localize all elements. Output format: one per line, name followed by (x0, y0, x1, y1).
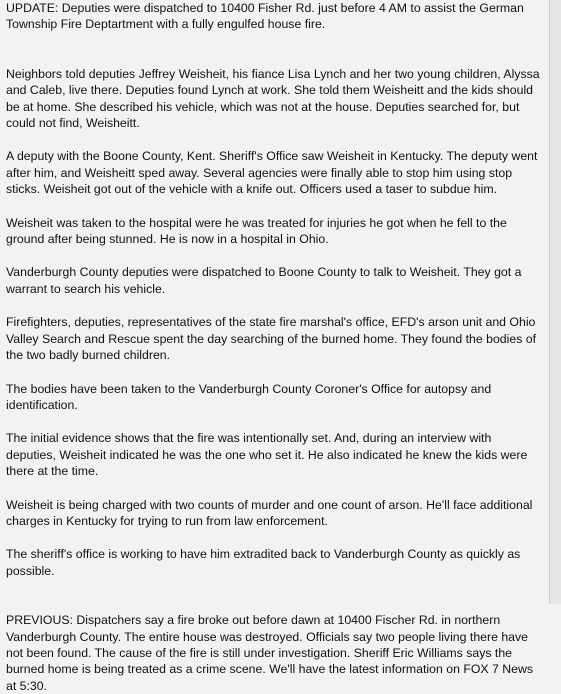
story-paragraph: Weisheit was taken to the hospital were he was treated for injuries he got when he fell to the ground after being stunned. He is now in a hospital in Ohio. (6, 215, 507, 247)
story-paragraph: The sheriff's office is working to have him extradited back to Vanderburgh County as quickly as possible. (6, 547, 521, 578)
story-paragraph: Vanderburgh County deputies were dispatched to Boone County to talk to Weisheit. They got a warrant to search his vehicle. (6, 265, 522, 296)
story-paragraph: A deputy with the Boone County, Kent. Sheriff's Office saw Weisheit in Kentucky. The deputy went after him, and Weisheitt sped away. Several agencies were finally able to stop him using stop sticks. Weisheit got out of the vehicle with a knife out. Officers used a taser to subdue him. (6, 149, 538, 197)
spacer (6, 198, 543, 215)
spacer (6, 413, 543, 430)
story-paragraph: Firefighters, deputies, representatives of the state fire marshal's office, EFD's arson unit and Ohio Valley Search and Rescue spent the day searching of the burned home. They found the bodies of the two badly burned children. (6, 315, 537, 363)
spacer (6, 297, 543, 314)
spacer (6, 364, 543, 381)
update-paragraph: UPDATE: Deputies were dispatched to 10400 Fisher Rd. just before 4 AM to assist the German Township Fire Deptartment with a fully engulfed house fire. (6, 1, 524, 32)
spacer (6, 33, 543, 66)
spacer (6, 579, 543, 612)
story-paragraph: Weisheit is being charged with two counts of murder and one count of arson. He'll face additional charges in Kentucky for trying to run from law enforcement. (6, 497, 533, 528)
scrollbar-track[interactable] (549, 0, 561, 604)
story-paragraph: The initial evidence shows that the fire was intentionally set. And, during an interview with deputies, Weisheit indicated he was the one who set it. He also indicated he knew the kids were there at the time. (6, 431, 528, 479)
spacer (6, 529, 543, 546)
spacer (6, 247, 543, 264)
previous-paragraph: PREVIOUS: Dispatchers say a fire broke out before dawn at 10400 Fischer Rd. in northern Vanderburgh County. The entire house was destroyed. Officials say two people living there have not been found. The cause of the fire is still under investigation. Sheriff Eric Williams says the burned home is being treated as a crime scene. We'll have the latest information on FOX 7 News at 5:30. (6, 613, 534, 693)
spacer (6, 131, 543, 148)
story-paragraph: Neighbors told deputies Jeffrey Weisheit, his fiance Lisa Lynch and her two young children, Alyssa and Caleb, live there. Deputies found Lynch at work. She told them Weisheitt and the kids should be at home. She described his vehicle, which was not at the house. Deputies searched for, but could not find, Weisheitt. (6, 66, 540, 131)
spacer (6, 480, 543, 497)
story-paragraph: The bodies have been taken to the Vanderburgh County Coroner's Office for autopsy and identification. (6, 381, 492, 412)
